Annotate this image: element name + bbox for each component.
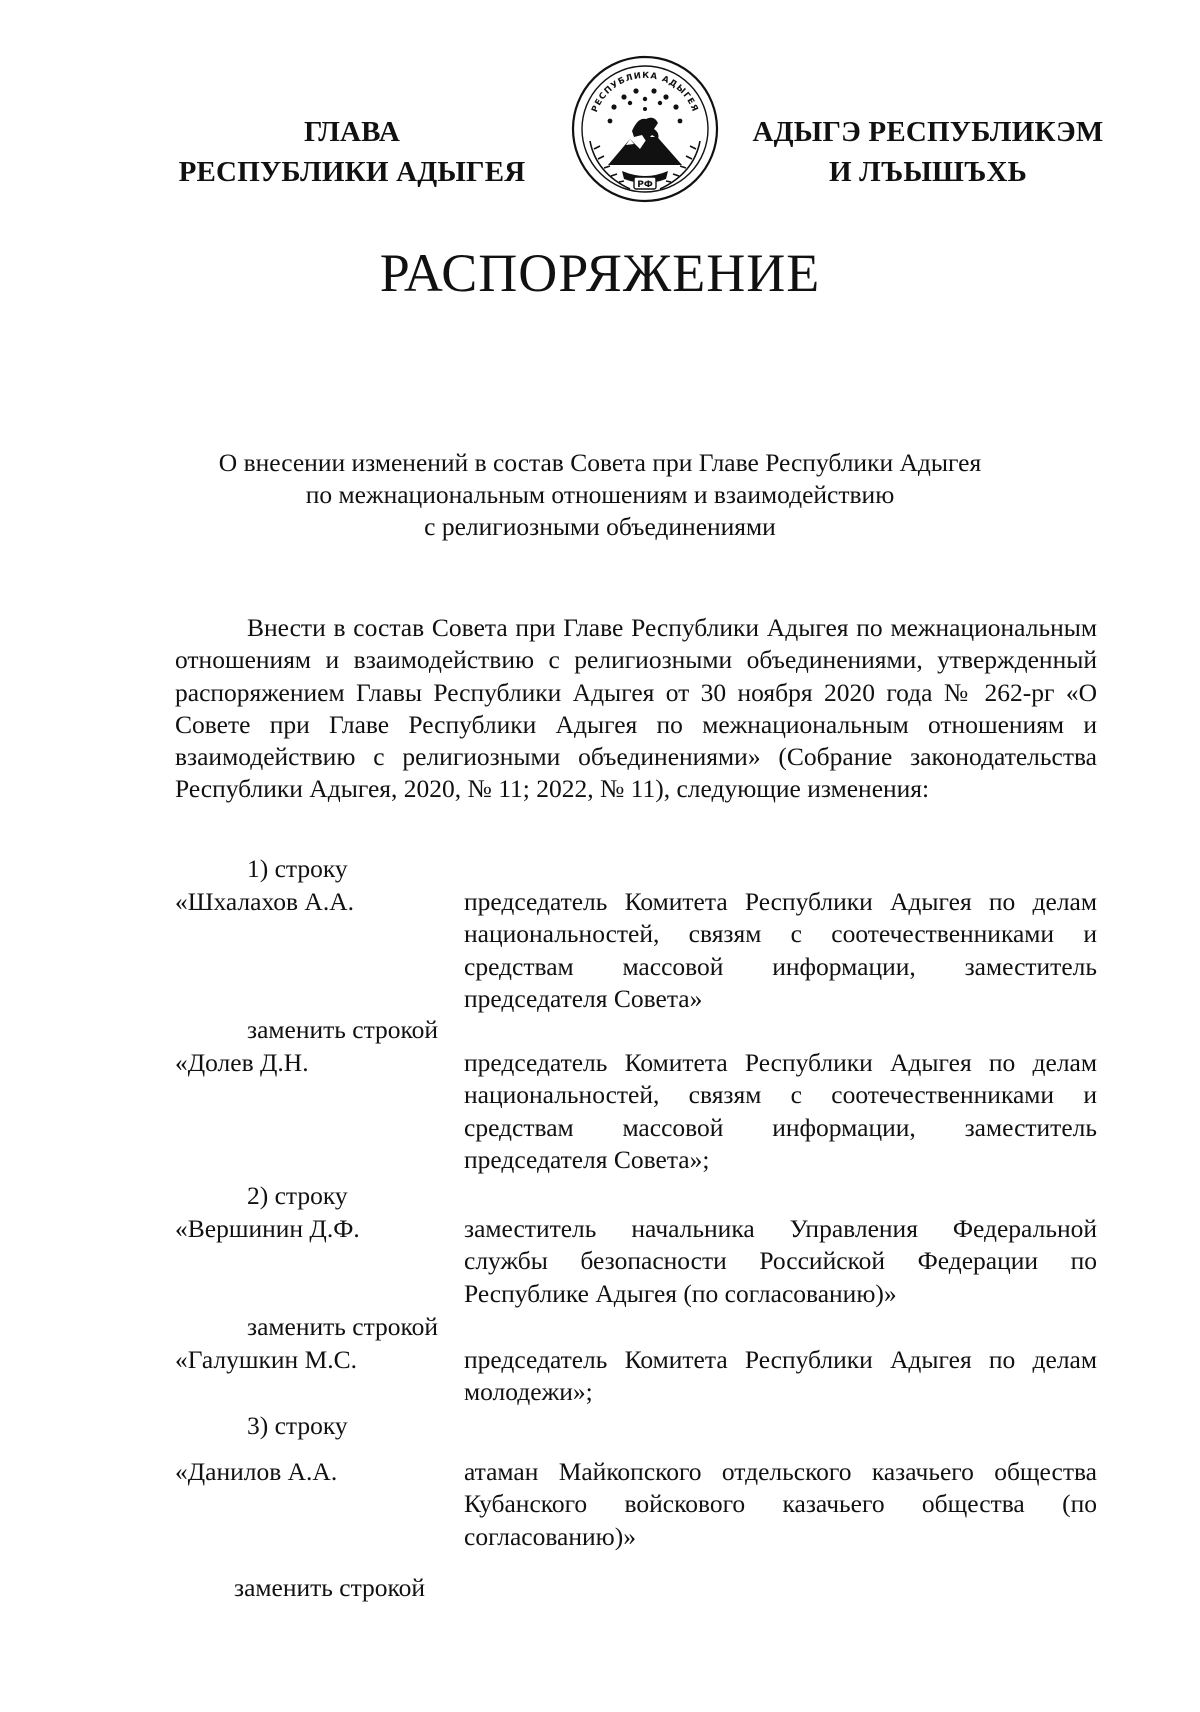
item-2-new-name: «Галушкин М.С.: [175, 1345, 357, 1374]
item-3-label: 3) строку: [247, 1411, 348, 1440]
header-left: [172, 112, 532, 192]
item-3-replace-label: заменить строкой: [234, 1573, 426, 1602]
subject-line-2: по межнациональным отношениям и взаимодействию: [305, 480, 895, 509]
item-1-new-desc: председатель Комитета Республики Адыгея по делам национальностей, связям с соотечественниками и средствам массовой информации, заместитель председателя Совета»;: [464, 1048, 1097, 1175]
item-1-new-name: «Долев Д.Н.: [175, 1048, 309, 1077]
header-right-line2: И ЛЪЫШЪХЬ: [828, 156, 1028, 188]
item-3-old-desc: атаман Майкопского отдельского казачьего общества Кубанского войскового казачьего общества (по согласованию)»: [464, 1457, 1097, 1551]
document-subject: [150, 447, 1050, 543]
emblem-text-top: РЕСПУБЛИКА АДЫГЕЯ: [590, 70, 700, 114]
header-left-line2: РЕСПУБЛИКИ АДЫГЕЯ: [178, 156, 526, 188]
item-2-old-name: «Вершинин Д.Ф.: [175, 1214, 360, 1243]
coat-of-arms-icon: [570, 53, 720, 205]
item-2-old-desc: заместитель начальника Управления Федеральной службы безопасности Российской Федерации по Республике Адыгея (по согласованию)»: [464, 1214, 1097, 1308]
item-2-replace-label: заменить строкой: [247, 1312, 439, 1341]
item-3-old-name: «Данилов А.А.: [175, 1457, 338, 1486]
item-1-old-name: «Шхалахов А.А.: [175, 887, 354, 916]
document-type-title: РАСПОРЯЖЕНИЕ: [379, 243, 821, 303]
item-1-old-desc: председатель Комитета Республики Адыгея по делам национальностей, связям с соотечественниками и средствам массовой информации, заместитель председателя Совета»: [464, 887, 1097, 1014]
emblem-text-bottom: РФ: [637, 180, 653, 190]
subject-line-3: с религиозными объединениями: [424, 512, 776, 541]
item-1-replace-label: заменить строкой: [247, 1015, 439, 1044]
header-right-line1: АДЫГЭ РЕСПУБЛИКЭМ: [752, 116, 1104, 148]
body-paragraph: Внести в состав Совета при Главе Республики Адыгея по межнациональным отношениям и взаимодействию с религиозными объединениями, утвержденный распоряжением Главы Республики Адыгея от 30 ноября 2020 года № 262-рг «О Совете при Главе Республики Адыгея по межнациональным отношениям и взаимодействию с религиозными объединениями» (Собрание законодательства Республики Адыгея, 2020, № 11; 2022, № 11), следующие изменения:: [175, 613, 1097, 804]
header-right: [738, 112, 1118, 192]
item-1-label: 1) строку: [247, 854, 348, 883]
header-left-line1: ГЛАВА: [303, 116, 401, 148]
item-2-label: 2) строку: [247, 1181, 348, 1210]
subject-line-1: О внесении изменений в состав Совета при Главе Республики Адыгея: [218, 448, 982, 477]
item-2-new-desc: председатель Комитета Республики Адыгея по делам молодежи»;: [464, 1345, 1097, 1407]
